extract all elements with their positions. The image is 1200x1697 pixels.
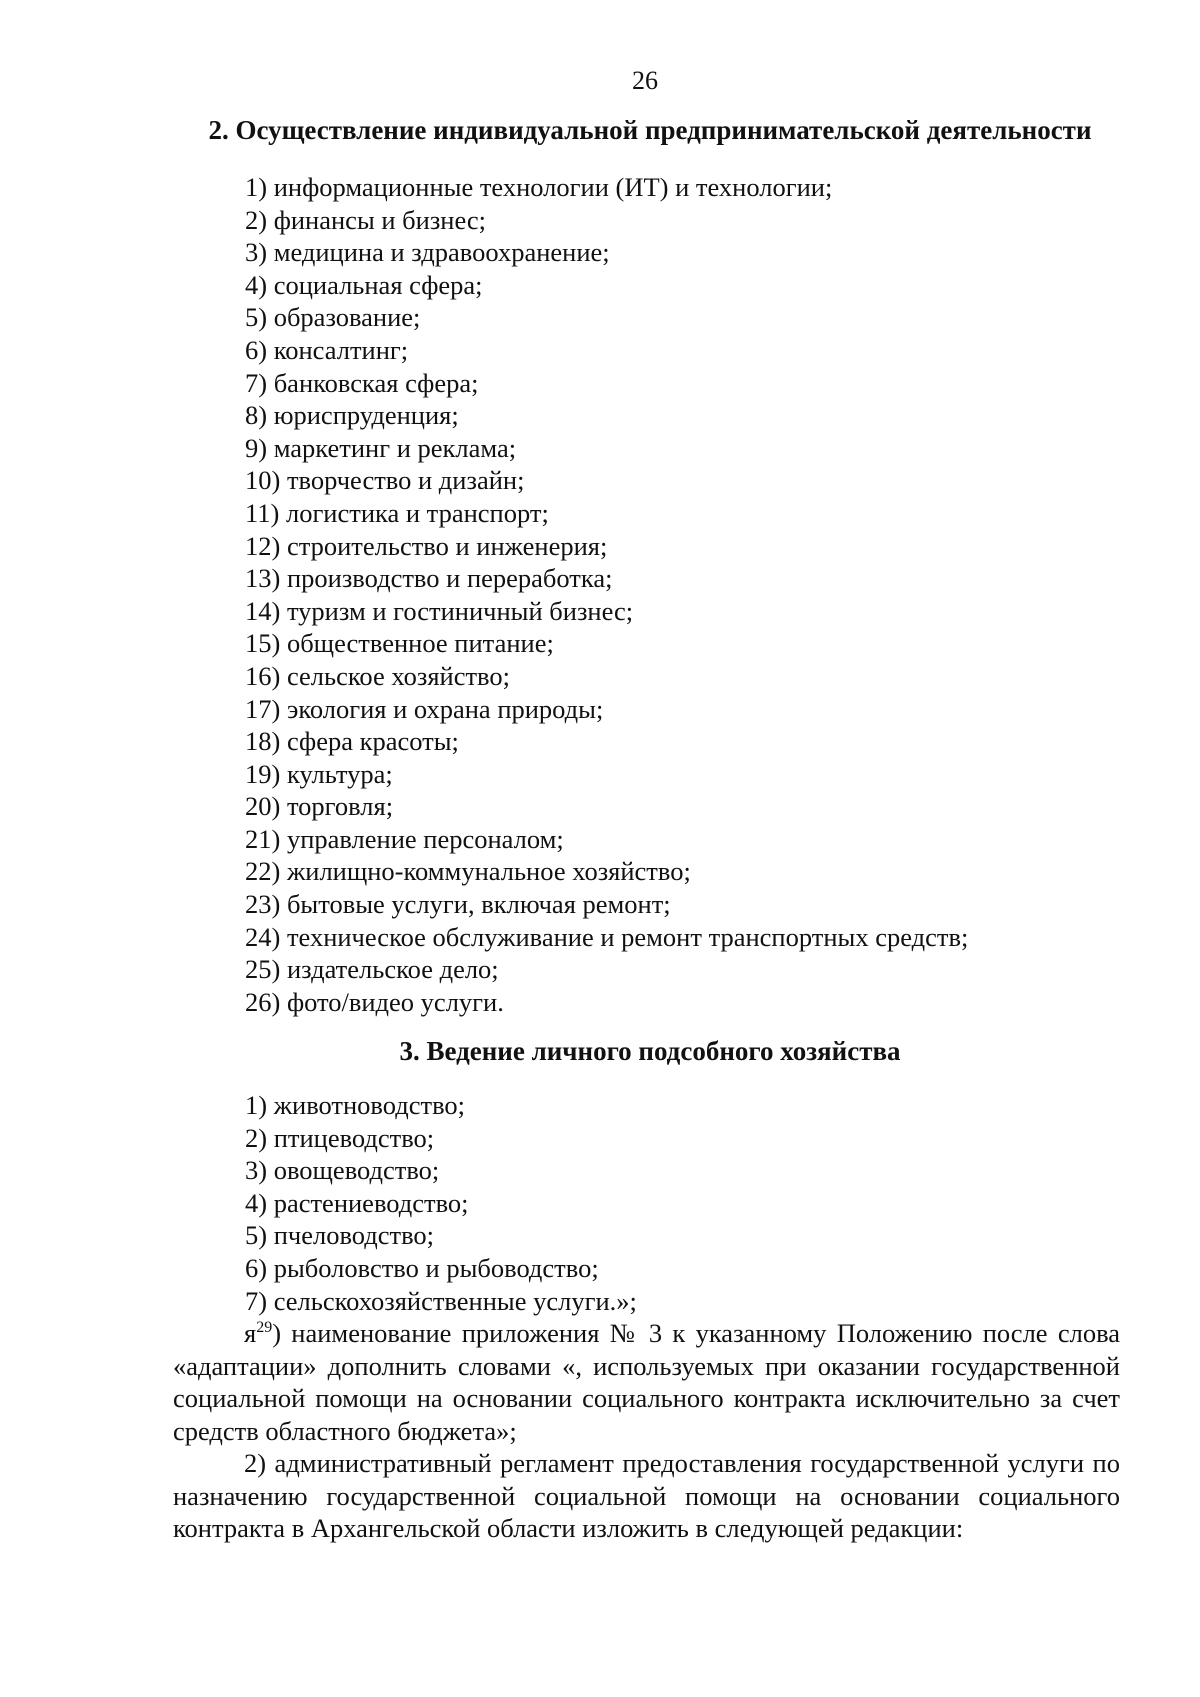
- section-3-heading: 3. Ведение личного подсобного хозяйства: [399, 1036, 901, 1066]
- list-item: 22) жилищно-коммунальное хозяйство;: [245, 856, 691, 887]
- list-item: 18) сфера красоты;: [245, 726, 459, 757]
- list-item: 26) фото/видео услуги.: [245, 986, 504, 1017]
- list-item: 25) издательское дело;: [245, 954, 499, 985]
- list-item: 20) торговля;: [245, 791, 394, 822]
- section-2-list: [245, 171, 968, 1018]
- list-item: 1) информационные технологии (ИТ) и технологии;: [245, 172, 833, 202]
- item-letter: я: [244, 1318, 257, 1348]
- list-item: 23) бытовые услуги, включая ремонт;: [245, 889, 671, 920]
- list-item: 2) птицеводство;: [245, 1122, 435, 1153]
- paragraph-amendment-ya29: [173, 1317, 1120, 1447]
- list-item: 7) сельскохозяйственные услуги.»;: [245, 1285, 637, 1316]
- list-item: 1) животноводство;: [245, 1090, 466, 1120]
- list-item: 17) экология и охрана природы;: [245, 693, 604, 724]
- list-item: 21) управление персоналом;: [245, 823, 564, 854]
- footnote-superscript: 29: [256, 1319, 273, 1336]
- section-3-list: [245, 1089, 637, 1317]
- list-item: 4) растениеводство;: [245, 1187, 469, 1218]
- list-item: 9) маркетинг и реклама;: [245, 432, 517, 463]
- list-item: 3) овощеводство;: [245, 1155, 440, 1186]
- list-item: 15) общественное питание;: [245, 628, 554, 659]
- list-item: 10) творчество и дизайн;: [245, 465, 525, 496]
- list-item: 24) техническое обслуживание и ремонт транспортных средств;: [245, 921, 969, 952]
- list-item: 4) социальная сфера;: [245, 269, 483, 300]
- page-number: 26: [632, 66, 658, 95]
- list-item: 8) юриспруденция;: [245, 400, 459, 431]
- list-item: 16) сельское хозяйство;: [245, 660, 510, 691]
- list-item: 2) финансы и бизнес;: [245, 204, 487, 235]
- paragraph-text: ) наименование приложения № 3 к указанному Положению после слова «адаптации» дополнить словами «, используемых при оказании государственной социальной помощи на основании социального контракта исключительно за счет средств областного бюджета»;: [173, 1318, 1120, 1446]
- list-item: 11) логистика и транспорт;: [245, 497, 549, 528]
- list-item: 14) туризм и гостиничный бизнес;: [245, 595, 634, 626]
- list-item: 3) медицина и здравоохранение;: [245, 237, 610, 268]
- paragraph-regulation: 2) административный регламент предоставления государственной услуги по назначению государственной социальной помощи на основании социального контракта в Архангельской области изложить в следующей редакции:: [173, 1448, 1120, 1544]
- list-item: 12) строительство и инженерия;: [245, 530, 608, 561]
- list-item: 5) образование;: [245, 302, 421, 333]
- list-item: 5) пчеловодство;: [245, 1220, 435, 1251]
- list-item: 13) производство и переработка;: [245, 563, 613, 594]
- section-2-heading: 2. Осуществление индивидуальной предпринимательской деятельности: [208, 115, 1092, 145]
- list-item: 6) рыболовство и рыбоводство;: [245, 1252, 599, 1283]
- list-item: 19) культура;: [245, 758, 393, 789]
- list-item: 6) консалтинг;: [245, 334, 409, 365]
- list-item: 7) банковская сфера;: [245, 367, 479, 398]
